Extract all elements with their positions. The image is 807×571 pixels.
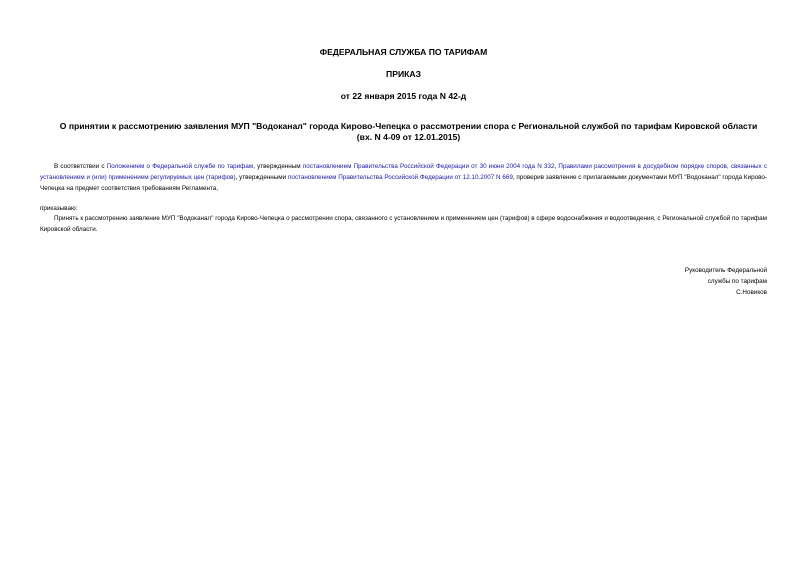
document-date-number: от 22 января 2015 года N 42-д: [340, 91, 467, 101]
orders-word: приказываю:: [40, 205, 78, 212]
signature-block: [685, 265, 767, 298]
link-government-decree-332[interactable]: постановлением Правительства Российской Федерации от 30 июня 2004 года N 332: [302, 163, 555, 170]
title-line-2: (вх. N 4-09 от 12.01.2015): [356, 132, 461, 142]
decision-paragraph: Принять к рассмотрению заявление МУП "Водоканал" города Кирово-Чепецка о рассмотрении спора, связанного с установлением и применением цен (тарифов) в сфере водоснабжения и водоотведения, с Региональной службой по тарифам Кировской области.: [40, 215, 767, 233]
basis-paragraph: [40, 161, 767, 194]
link-fst-regulation[interactable]: Положением о Федеральной службе по тарифам: [106, 163, 254, 170]
basis-text-3: ,: [554, 163, 559, 170]
title-line-1: О принятии к рассмотрению заявления МУП "Водоканал" города Кирово-Чепецка о рассмотрении спора с Региональной службой по тарифам Кировской области: [59, 121, 758, 131]
link-government-decree-669[interactable]: постановлением Правительства Российской Федерации от 12.10.2007 N 669: [287, 174, 513, 181]
basis-text-1: В соответствии с: [54, 163, 107, 170]
basis-text-5: , проверив заявление с прилагаемыми документами МУП "Водоканал" города Кирово-Чепецка на предмет соответствия требованиям Регламента,: [40, 174, 767, 192]
document-title: [30, 121, 787, 143]
signature-position-line-1: Руководитель Федеральной: [684, 267, 767, 274]
link-dispute-rules[interactable]: Правилами рассмотрения в досудебном порядке споров, связанных с установлением и (или) применением регулируемых цен (тарифов): [40, 163, 768, 181]
basis-text-4: , утвержденными: [235, 174, 288, 181]
signature-position-line-2: службы по тарифам: [707, 278, 767, 285]
signature-name: С.Новиков: [736, 289, 767, 296]
agency-heading: ФЕДЕРАЛЬНАЯ СЛУЖБА ПО ТАРИФАМ: [319, 47, 488, 57]
basis-text-2: , утвержденным: [253, 163, 303, 170]
document-type: ПРИКАЗ: [386, 69, 421, 79]
